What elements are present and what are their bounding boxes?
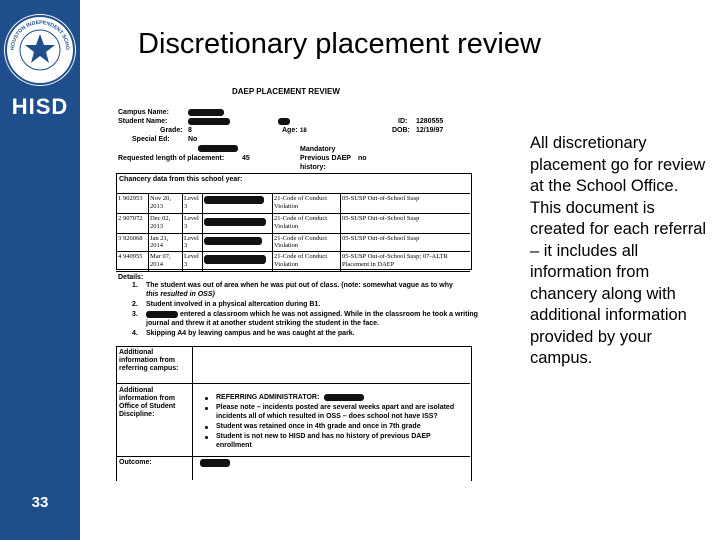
id-label: ID:	[398, 118, 408, 125]
detail-text: journal and threw it at another student striking the student in the face.	[146, 320, 379, 327]
redacted-field	[198, 145, 238, 152]
previous-daep-label: Previous DAEP	[300, 155, 351, 162]
redacted-name	[324, 394, 364, 401]
id-value: 1280555	[416, 118, 444, 125]
dob-value: 12/19/97	[416, 127, 444, 134]
osd-bullet-text: Please note – incidents posted are several weeks apart and are isolated	[216, 404, 455, 411]
requested-length-value: 45	[242, 155, 250, 162]
slide-number: 33	[31, 494, 49, 511]
incident-date: Dec 02,	[150, 215, 171, 222]
incident-level-no: 3	[184, 242, 188, 249]
incident-id: 940955	[123, 253, 143, 260]
redacted-student	[188, 118, 230, 125]
age-value: 18	[300, 128, 307, 134]
incident-code: 21-Code of Conduct	[274, 253, 328, 260]
special-ed-value: No	[188, 136, 198, 143]
incident-year: 2014	[150, 261, 163, 268]
detail-num: 2.	[132, 301, 138, 308]
osd-label: information from	[119, 395, 175, 402]
requested-length-label: Requested length of placement:	[118, 155, 225, 162]
redacted-age	[278, 118, 290, 125]
incident-date: Nov 20,	[150, 195, 171, 202]
redacted-outcome	[200, 459, 230, 467]
incident-level: Level	[184, 253, 199, 260]
incident-date: Jan 21,	[150, 235, 169, 242]
incident-code2: Violation	[274, 242, 299, 249]
bullet-dot	[205, 397, 208, 400]
incident-level: Level	[184, 215, 199, 222]
incident-action: 05-SUSP Out-of-School Susp	[342, 215, 420, 222]
table-row-3-num: 3	[118, 235, 122, 242]
district-seal-logo	[4, 14, 76, 86]
incident-action2: Placement in DAEP	[342, 261, 395, 268]
bullet-dot	[205, 407, 208, 410]
detail-text: Skipping A4 by leaving campus and he was caught at the park.	[146, 330, 355, 337]
incident-code: 21-Code of Conduct	[274, 215, 328, 222]
incident-level-no: 3	[184, 203, 188, 210]
detail-text: Student involved in a physical altercation during B1.	[146, 301, 321, 308]
detail-text: this resulted in OSS)	[146, 291, 215, 298]
osd-bullet-text: enrollment	[216, 442, 252, 449]
redacted-name	[204, 255, 266, 264]
table-row-4-num: 4	[118, 253, 122, 260]
detail-num: 4.	[132, 330, 138, 337]
slide-description: All discretionary placement go for review at the School Office. This document is created for each referral – it includes all information from chancery along with additional information provided by your campus.	[530, 134, 707, 367]
detail-text: The student was out of area when he was put out of class. (note: somewhat vague as to why	[146, 282, 453, 289]
bullet-dot	[205, 436, 208, 439]
mandatory-label: Mandatory	[300, 146, 336, 153]
incident-code: 21-Code of Conduct	[274, 235, 328, 242]
redacted-name	[204, 218, 266, 226]
slide-title: Discretionary placement review	[138, 28, 541, 60]
osd-bullet-text: REFERRING ADMINISTRATOR:	[216, 394, 320, 401]
seal-text: HOUSTON INDEPENDENT SCHO	[9, 19, 71, 51]
chancery-heading: Chancery data from this school year:	[119, 176, 243, 183]
incident-action: 05-SUSP Out-of-School Susp	[342, 235, 420, 242]
incident-id: 902953	[123, 195, 143, 202]
daep-review-document	[112, 76, 478, 480]
incident-code2: Violation	[274, 223, 299, 230]
incident-id: 926068	[123, 235, 143, 242]
incident-level: Level	[184, 235, 199, 242]
redacted-name	[146, 311, 178, 318]
incident-code: 21-Code of Conduct	[274, 195, 328, 202]
incident-year: 2013	[150, 223, 163, 230]
referring-label: information from	[119, 357, 175, 364]
osd-label: Discipline:	[119, 411, 155, 418]
table-row-1-num: 1	[118, 195, 122, 202]
referring-label: Additional	[119, 349, 154, 356]
incident-code2: Violation	[274, 203, 299, 210]
sidebar-band	[0, 0, 80, 540]
grade-label: Grade:	[160, 127, 183, 134]
osd-label: Additional	[119, 387, 154, 394]
redacted-name	[204, 196, 264, 204]
incident-id: 907072	[123, 215, 143, 222]
special-ed-label: Special Ed:	[132, 136, 170, 143]
previous-daep-value: no	[358, 155, 367, 162]
incident-level: Level	[184, 195, 199, 202]
redacted-name	[204, 237, 262, 245]
osd-label: Office of Student	[119, 403, 176, 410]
incident-level-no: 3	[184, 261, 188, 268]
incident-year: 2013	[150, 203, 163, 210]
brand-name: HISD	[11, 94, 69, 119]
incident-action: 05-SUSP Out-of-School Susp; 07-ALTR	[342, 253, 448, 260]
grade-value: 8	[188, 127, 192, 134]
detail-text: entered a classroom which he was not assigned. While in the classroom he took a writing	[180, 311, 478, 318]
osd-bullet-text: incidents all of which resulted in OSS – does school not have ISS?	[216, 413, 438, 420]
document-heading: DAEP PLACEMENT REVIEW	[232, 87, 340, 96]
osd-bullet-text: Student is not new to HISD and has no history of previous DAEP	[216, 433, 431, 440]
detail-num: 3.	[132, 311, 138, 318]
table-row-2-num: 2	[118, 215, 122, 222]
redacted-campus	[188, 109, 224, 116]
history-label: history:	[300, 164, 326, 171]
age-label: Age:	[282, 127, 298, 134]
student-name-label: Student Name:	[118, 118, 168, 125]
incident-code2: Violation	[274, 261, 299, 268]
details-label: Details:	[118, 274, 144, 281]
incident-level-no: 3	[184, 223, 188, 230]
campus-name-label: Campus Name:	[118, 109, 169, 116]
bullet-dot	[205, 426, 208, 429]
incident-date: Mar 07,	[150, 253, 171, 260]
incident-action: 05-SUSP Out-of-School Susp	[342, 195, 420, 202]
dob-label: DOB:	[392, 127, 410, 134]
outcome-label: Outcome:	[119, 459, 152, 466]
incident-year: 2014	[150, 242, 163, 249]
osd-bullet-text: Student was retained once in 4th grade and once in 7th grade	[216, 423, 421, 430]
detail-num: 1.	[132, 282, 138, 289]
referring-label: referring campus:	[119, 365, 179, 372]
